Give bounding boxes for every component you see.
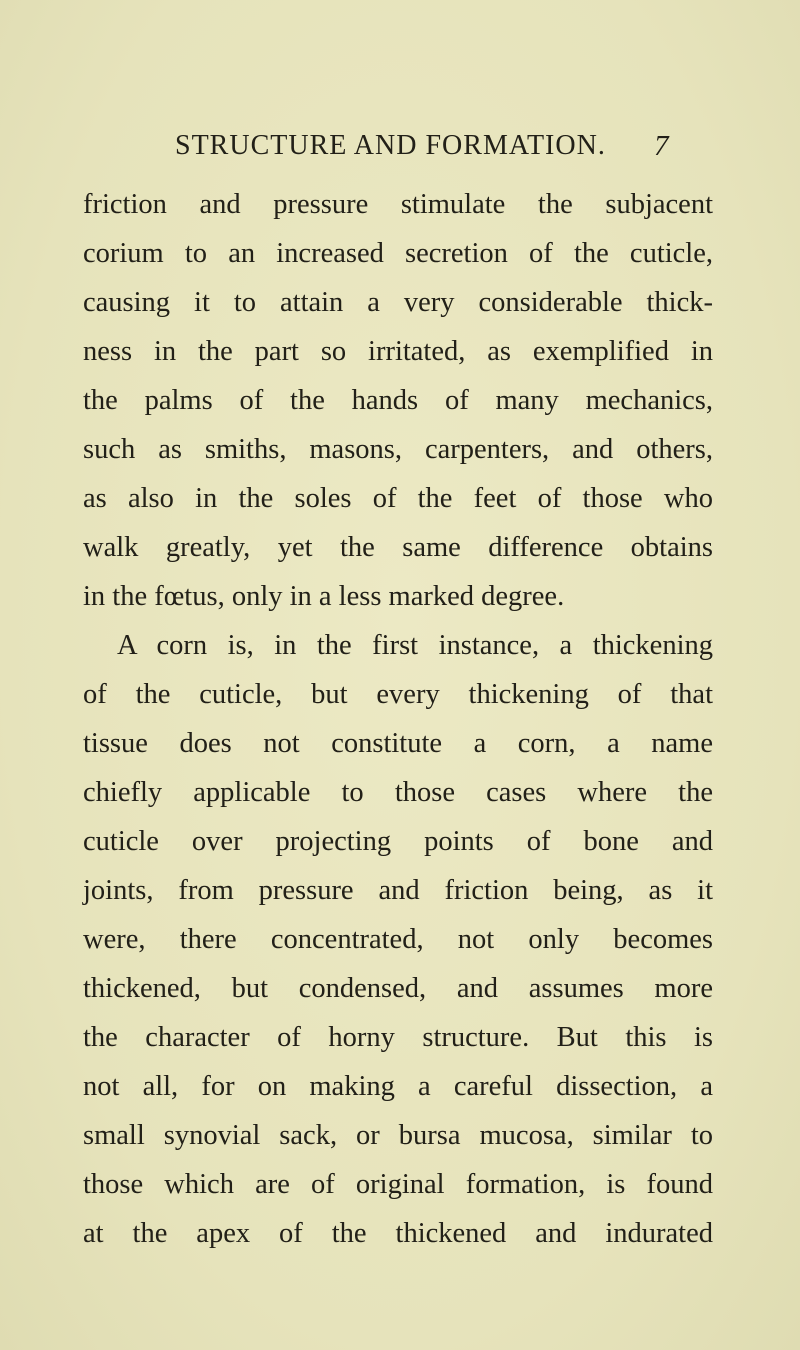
text-line: were, there concentrated, not only becomes <box>83 924 713 955</box>
text-line: in the fœtus, only in a less marked degree. <box>83 581 565 612</box>
running-header-title: STRUCTURE AND FORMATION. <box>175 130 606 161</box>
text-line: the palms of the hands of many mechanics, <box>83 385 713 416</box>
running-header <box>0 126 800 166</box>
body-text <box>83 180 713 1258</box>
text-line: friction and pressure stimulate the subjacent <box>83 189 713 220</box>
text-line: tissue does not constitute a corn, a name <box>83 728 713 759</box>
page-number: 7 <box>654 130 669 162</box>
paragraph-start-line: A corn is, in the first instance, a thickening <box>117 630 713 661</box>
text-line: joints, from pressure and friction being, as it <box>83 875 713 906</box>
text-line: of the cuticle, but every thickening of that <box>83 679 713 710</box>
text-line: cuticle over projecting points of bone and <box>83 826 713 857</box>
text-line: causing it to attain a very considerable thick- <box>83 287 713 318</box>
text-line: those which are of original formation, is found <box>83 1169 713 1200</box>
text-line: corium to an increased secretion of the cuticle, <box>83 238 713 269</box>
text-line: small synovial sack, or bursa mucosa, similar to <box>83 1120 713 1151</box>
text-line: such as smiths, masons, carpenters, and others, <box>83 434 713 465</box>
text-line: ness in the part so irritated, as exemplified in <box>83 336 713 367</box>
text-line: chiefly applicable to those cases where the <box>83 777 713 808</box>
text-line: thickened, but condensed, and assumes more <box>83 973 713 1004</box>
text-line: not all, for on making a careful dissection, a <box>83 1071 713 1102</box>
text-line: as also in the soles of the feet of those who <box>83 483 713 514</box>
text-line: walk greatly, yet the same difference obtains <box>83 532 713 563</box>
text-line: at the apex of the thickened and indurated <box>83 1218 713 1249</box>
text-line: the character of horny structure. But this is <box>83 1022 713 1053</box>
